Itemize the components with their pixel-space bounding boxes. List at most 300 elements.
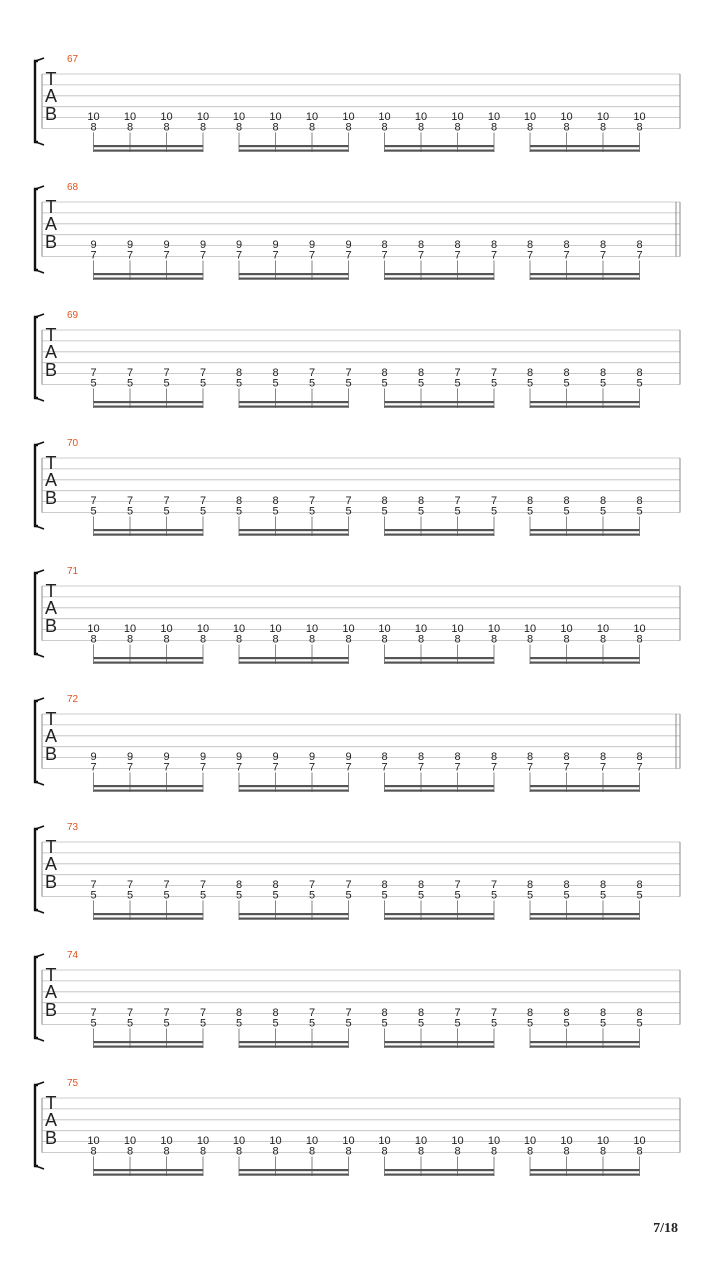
fret-number: 5 [199,377,207,390]
tab-clef-b: B [44,1000,58,1020]
beam-secondary [385,1174,495,1176]
fret-number: 8 [526,879,534,891]
fret-number: 10 [160,111,173,123]
fret-number: 5 [345,1017,352,1030]
fret-number: 5 [490,377,498,390]
beam-primary [239,1169,349,1171]
tab-clef-t: T [45,709,57,729]
fret-number: 5 [636,889,643,902]
fret-number: 8 [163,633,170,646]
tab-clef-b: B [44,360,58,380]
fret-number: 10 [196,623,210,635]
beam-primary [239,913,349,915]
system-bracket [35,189,38,270]
fret-number: 8 [272,879,279,891]
fret-number: 5 [272,1017,279,1030]
fret-number: 10 [123,623,137,635]
fret-number: 9 [235,239,243,251]
fret-number: 7 [90,879,97,891]
beam-primary [239,1041,349,1043]
bracket-top-hook [35,58,44,61]
fret-number: 5 [272,505,279,518]
fret-number: 10 [342,1135,355,1147]
fret-number: 7 [90,1007,97,1019]
fret-number: 10 [160,623,173,635]
fret-number: 9 [199,751,207,763]
fret-number: 8 [381,239,388,251]
fret-number: 8 [90,633,97,646]
fret-number: 8 [235,1007,243,1019]
fret-number: 5 [90,505,97,518]
fret-number: 7 [126,495,134,507]
fret-number: 7 [272,761,279,774]
bracket-top-hook [35,1082,44,1085]
tab-clef-a: A [44,598,58,618]
bracket-bottom-hook [35,526,44,529]
fret-number: 8 [417,495,425,507]
fret-number: 5 [126,1017,134,1030]
fret-number: 8 [563,633,570,646]
fret-number: 5 [526,1017,534,1030]
fret-number: 10 [87,623,100,635]
beam-secondary [385,790,495,792]
fret-number: 7 [345,1007,352,1019]
fret-number: 8 [563,239,570,251]
fret-number: 5 [526,377,534,390]
fret-number: 8 [636,879,643,891]
fret-number: 5 [381,377,388,390]
fret-number: 8 [381,1007,388,1019]
fret-number: 8 [563,121,570,134]
fret-number: 5 [345,377,352,390]
beam-primary [385,273,495,275]
fret-number: 8 [526,239,534,251]
fret-number: 8 [454,633,461,646]
fret-number: 8 [490,239,498,251]
fret-number: 9 [272,751,279,763]
beam-primary [94,657,204,659]
bracket-top-hook [35,570,44,573]
beam-secondary [530,662,640,664]
fret-number: 7 [163,761,170,774]
beam-primary [239,273,349,275]
fret-number: 8 [526,1007,534,1019]
beam-primary [530,145,640,147]
beam-primary [94,913,204,915]
bracket-bottom-hook [35,910,44,913]
fret-number: 7 [308,761,316,774]
measure-number: 71 [67,566,79,577]
fret-number: 8 [454,1145,461,1158]
beam-primary [530,785,640,787]
fret-number: 10 [487,1135,501,1147]
fret-number: 7 [163,879,170,891]
fret-number: 8 [126,1145,134,1158]
fret-number: 8 [599,633,607,646]
fret-number: 5 [199,505,207,518]
fret-number: 5 [235,1017,243,1030]
fret-number: 8 [526,633,534,646]
tab-clef-a: A [44,1110,58,1130]
fret-number: 10 [523,1135,537,1147]
beam-secondary [530,790,640,792]
tab-system [35,182,680,280]
tab-clef-t: T [45,453,57,473]
fret-number: 7 [454,879,461,891]
measure-number: 74 [67,950,79,961]
fret-number: 7 [308,495,316,507]
fret-number: 8 [636,751,643,763]
fret-number: 5 [636,505,643,518]
fret-number: 5 [526,889,534,902]
fret-number: 5 [490,1017,498,1030]
fret-number: 8 [526,751,534,763]
tab-system [35,694,680,792]
fret-number: 7 [126,761,134,774]
fret-number: 7 [526,249,534,262]
tab-system [35,54,680,152]
fret-number: 7 [345,761,352,774]
beam-secondary [94,662,204,664]
fret-number: 7 [417,761,425,774]
fret-number: 8 [636,1145,643,1158]
fret-number: 10 [414,623,428,635]
fret-number: 10 [305,111,319,123]
fret-number: 10 [87,111,100,123]
beam-secondary [385,406,495,408]
fret-number: 8 [126,633,134,646]
fret-number: 7 [126,249,134,262]
fret-number: 5 [454,377,461,390]
fret-number: 8 [381,121,388,134]
fret-number: 10 [269,623,282,635]
fret-number: 7 [199,879,207,891]
fret-number: 9 [308,751,316,763]
beam-primary [94,785,204,787]
fret-number: 7 [636,761,643,774]
fret-number: 8 [199,1145,207,1158]
fret-number: 7 [454,367,461,379]
fret-number: 8 [417,633,425,646]
fret-number: 8 [526,1145,534,1158]
tab-clef-a: A [44,342,58,362]
fret-number: 8 [599,1145,607,1158]
fret-number: 5 [563,1017,570,1030]
fret-number: 5 [90,889,97,902]
fret-number: 8 [490,1145,498,1158]
fret-number: 7 [90,761,97,774]
fret-number: 8 [490,751,498,763]
bracket-top-hook [35,186,44,189]
tab-clef-t: T [45,325,57,345]
fret-number: 8 [563,879,570,891]
fret-number: 8 [272,121,279,134]
fret-number: 7 [272,249,279,262]
fret-number: 10 [342,623,355,635]
beam-secondary [530,278,640,280]
fret-number: 5 [345,889,352,902]
fret-number: 8 [563,1145,570,1158]
fret-number: 8 [636,367,643,379]
beam-secondary [94,278,204,280]
fret-number: 8 [90,1145,97,1158]
fret-number: 7 [345,495,352,507]
beam-primary [385,785,495,787]
fret-number: 7 [235,761,243,774]
beam-secondary [385,918,495,920]
fret-number: 8 [417,367,425,379]
fret-number: 5 [163,505,170,518]
fret-number: 9 [272,239,279,251]
fret-number: 10 [414,111,428,123]
measure-number: 70 [67,438,79,449]
fret-number: 7 [490,249,498,262]
beam-secondary [530,1046,640,1048]
fret-number: 10 [378,623,391,635]
tab-clef-a: A [44,86,58,106]
beam-secondary [530,534,640,536]
fret-number: 9 [345,751,352,763]
beam-primary [94,1169,204,1171]
fret-number: 10 [196,1135,210,1147]
fret-number: 5 [308,889,316,902]
fret-number: 8 [490,121,498,134]
fret-number: 7 [490,495,498,507]
fret-number: 8 [599,751,607,763]
fret-number: 8 [417,121,425,134]
tab-system [35,1078,680,1176]
beam-secondary [385,534,495,536]
beam-primary [385,529,495,531]
fret-number: 8 [454,751,461,763]
fret-number: 9 [90,239,97,251]
fret-number: 5 [381,505,388,518]
tab-clef-b: B [44,1128,58,1148]
fret-number: 8 [417,1145,425,1158]
fret-number: 10 [414,1135,428,1147]
page-number: 7/18 [653,1221,678,1236]
fret-number: 7 [599,249,607,262]
tab-clef-a: A [44,982,58,1002]
bracket-bottom-hook [35,270,44,273]
fret-number: 8 [235,495,243,507]
fret-number: 10 [451,623,464,635]
fret-number: 8 [235,879,243,891]
fret-number: 9 [308,239,316,251]
beam-primary [239,657,349,659]
fret-number: 8 [163,1145,170,1158]
fret-number: 5 [599,889,607,902]
fret-number: 8 [636,239,643,251]
fret-number: 7 [599,761,607,774]
fret-number: 10 [633,623,646,635]
fret-number: 10 [269,111,282,123]
fret-number: 10 [378,1135,391,1147]
fret-number: 8 [381,367,388,379]
fret-number: 5 [90,1017,97,1030]
fret-number: 10 [633,1135,646,1147]
fret-number: 7 [90,249,97,262]
fret-number: 10 [523,623,537,635]
system-bracket [35,573,38,654]
fret-number: 5 [126,377,134,390]
fret-number: 5 [636,377,643,390]
fret-number: 10 [596,623,610,635]
fret-number: 8 [163,121,170,134]
beam-primary [530,529,640,531]
beam-primary [385,913,495,915]
fret-number: 7 [90,495,97,507]
tab-clef-t: T [45,69,57,89]
fret-number: 10 [305,1135,319,1147]
tab-system [35,566,680,664]
measure-number: 72 [67,694,79,705]
beam-secondary [239,534,349,536]
beam-primary [530,913,640,915]
fret-number: 8 [345,121,352,134]
fret-number: 7 [235,249,243,262]
fret-number: 7 [199,761,207,774]
measure-number: 75 [67,1078,79,1089]
fret-number: 8 [308,1145,316,1158]
fret-number: 8 [381,495,388,507]
bracket-bottom-hook [35,782,44,785]
beam-primary [94,401,204,403]
beam-primary [530,273,640,275]
fret-number: 8 [599,495,607,507]
fret-number: 5 [235,377,243,390]
fret-number: 8 [599,1007,607,1019]
fret-number: 8 [454,121,461,134]
beam-primary [530,401,640,403]
fret-number: 7 [454,249,461,262]
fret-number: 10 [560,1135,573,1147]
beam-primary [385,401,495,403]
fret-number: 5 [163,889,170,902]
fret-number: 7 [490,367,498,379]
bracket-bottom-hook [35,1166,44,1169]
tab-clef-t: T [45,197,57,217]
fret-number: 8 [272,633,279,646]
bracket-bottom-hook [35,654,44,657]
fret-number: 8 [345,633,352,646]
tab-system [35,310,680,408]
beam-secondary [239,278,349,280]
tab-clef-t: T [45,837,57,857]
fret-number: 9 [199,239,207,251]
fret-number: 5 [490,889,498,902]
fret-number: 7 [454,495,461,507]
fret-number: 8 [272,367,279,379]
fret-number: 10 [160,1135,173,1147]
beam-primary [385,145,495,147]
fret-number: 10 [451,1135,464,1147]
fret-number: 8 [90,121,97,134]
fret-number: 8 [308,121,316,134]
fret-number: 8 [126,121,134,134]
system-bracket [35,1085,38,1166]
fret-number: 5 [381,1017,388,1030]
fret-number: 8 [454,239,461,251]
fret-number: 7 [490,1007,498,1019]
beam-secondary [94,790,204,792]
beam-secondary [94,1174,204,1176]
beam-secondary [94,918,204,920]
fret-number: 7 [199,495,207,507]
fret-number: 7 [345,879,352,891]
fret-number: 10 [560,111,573,123]
fret-number: 5 [417,505,425,518]
fret-number: 7 [490,879,498,891]
fret-number: 5 [163,1017,170,1030]
fret-number: 5 [599,1017,607,1030]
beam-secondary [94,534,204,536]
beam-primary [94,145,204,147]
tab-clef-a: A [44,214,58,234]
beam-primary [239,785,349,787]
beam-primary [385,657,495,659]
measure-number: 73 [67,822,79,833]
beam-primary [239,401,349,403]
beam-secondary [239,918,349,920]
tab-clef-b: B [44,744,58,764]
beam-primary [530,1041,640,1043]
bracket-top-hook [35,314,44,317]
fret-number: 8 [599,239,607,251]
tab-clef-b: B [44,232,58,252]
fret-number: 5 [417,889,425,902]
fret-number: 5 [563,505,570,518]
fret-number: 5 [526,505,534,518]
beam-primary [530,657,640,659]
fret-number: 8 [636,495,643,507]
fret-number: 5 [308,1017,316,1030]
fret-number: 5 [599,377,607,390]
fret-number: 7 [308,367,316,379]
beam-primary [94,1041,204,1043]
fret-number: 8 [199,633,207,646]
fret-number: 8 [599,121,607,134]
fret-number: 5 [417,1017,425,1030]
measure-number: 69 [67,310,79,321]
fret-number: 5 [636,1017,643,1030]
fret-number: 8 [636,633,643,646]
fret-number: 7 [163,495,170,507]
fret-number: 5 [454,889,461,902]
fret-number: 8 [417,751,425,763]
tab-system [35,438,680,536]
beam-secondary [239,1046,349,1048]
fret-number: 10 [523,111,537,123]
bracket-bottom-hook [35,142,44,145]
beam-primary [94,273,204,275]
fret-number: 5 [454,505,461,518]
fret-number: 9 [126,751,134,763]
bracket-top-hook [35,442,44,445]
fret-number: 7 [563,249,570,262]
fret-number: 5 [272,377,279,390]
fret-number: 5 [126,889,134,902]
fret-number: 7 [345,249,352,262]
fret-number: 10 [232,111,246,123]
tab-clef-b: B [44,488,58,508]
beam-secondary [530,1174,640,1176]
fret-number: 5 [126,505,134,518]
fret-number: 7 [563,761,570,774]
bracket-bottom-hook [35,1038,44,1041]
bracket-bottom-hook [35,398,44,401]
fret-number: 10 [487,111,501,123]
